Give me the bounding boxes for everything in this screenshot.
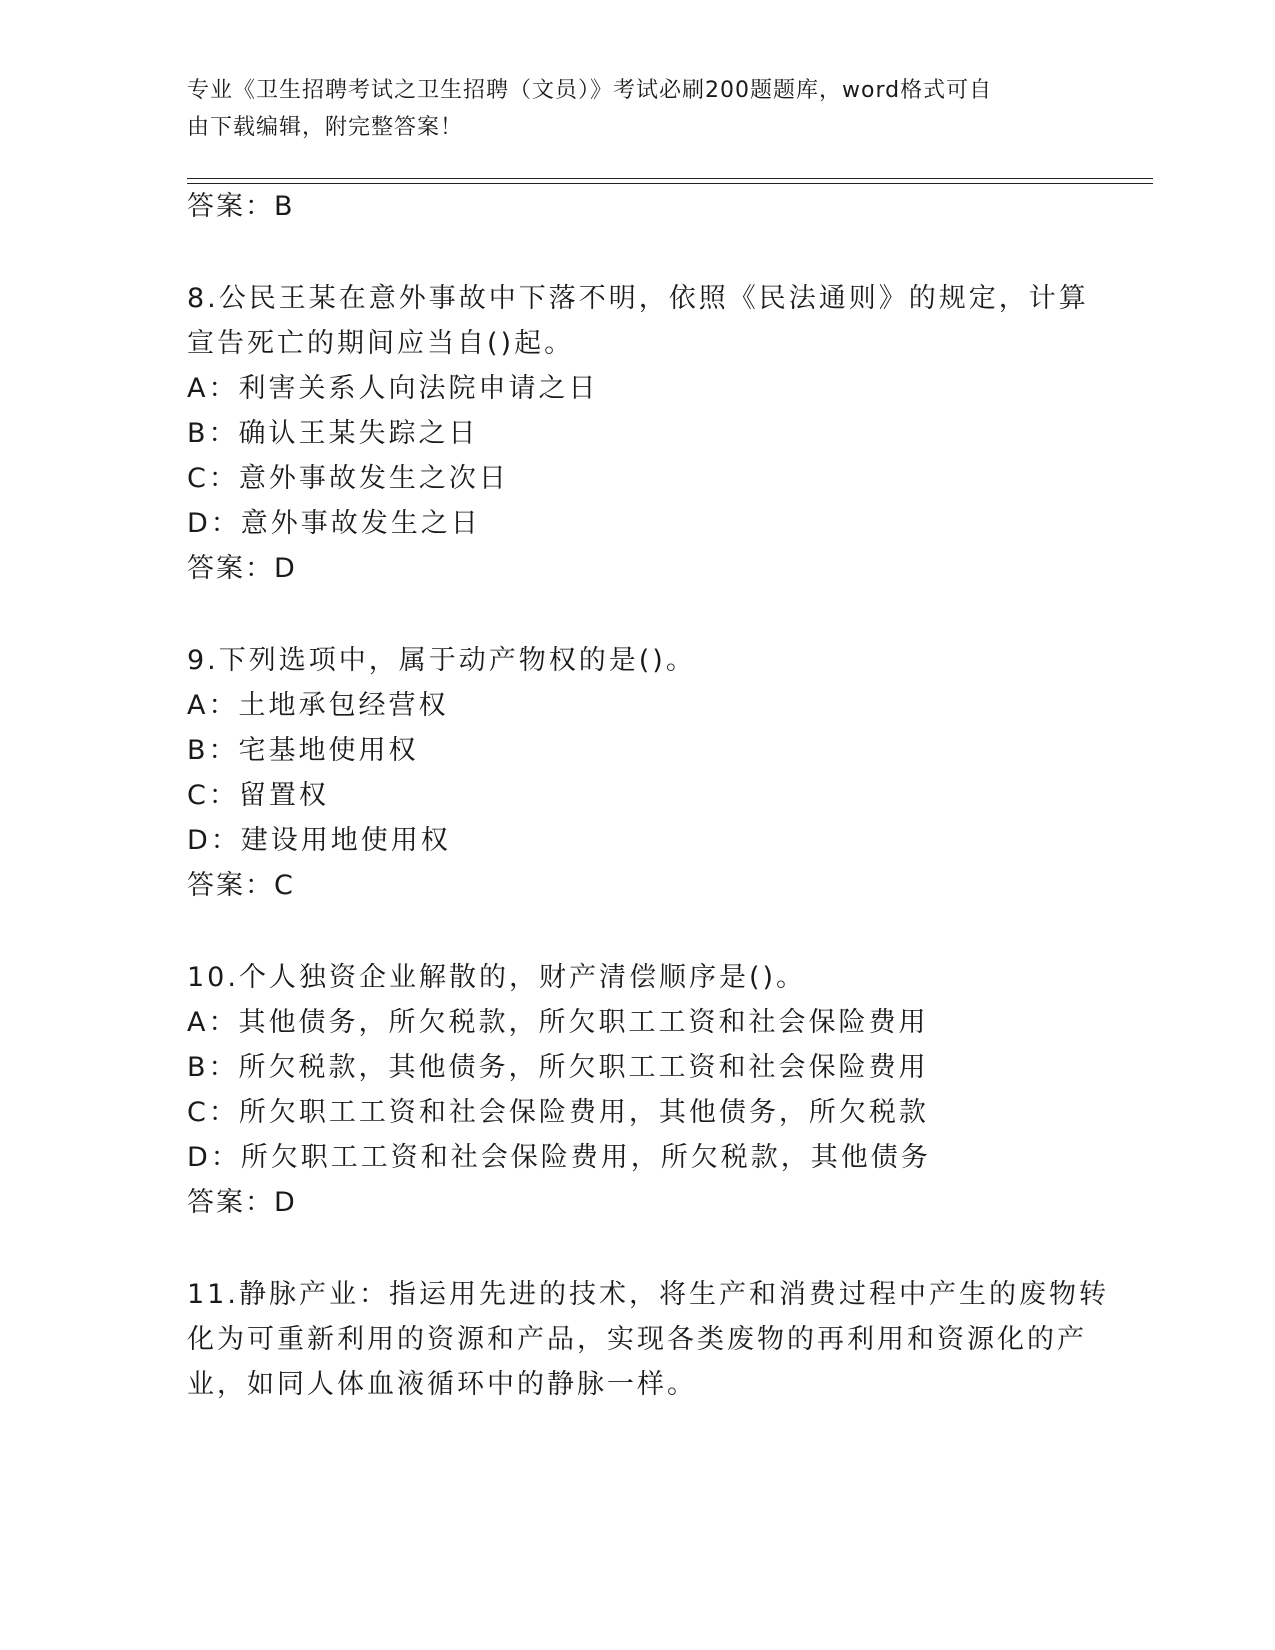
question-9-text-line-1: 9.下列选项中，属于动产物权的是()。 — [187, 645, 696, 676]
question-10-option-d: D：所欠职工工资和社会保险费用，所欠税款，其他债务 — [187, 1142, 931, 1173]
header-divider-top — [187, 178, 1153, 179]
question-8-option-c: C：意外事故发生之次日 — [187, 463, 509, 494]
question-9-answer: 答案：C — [187, 870, 295, 901]
header-line-1: 专业《卫生招聘考试之卫生招聘（文员）》考试必刷200题题库，word格式可自 — [187, 78, 993, 103]
question-10-text-line-1: 10.个人独资企业解散的，财产清偿顺序是()。 — [187, 962, 807, 993]
question-9-option-a: A：土地承包经营权 — [187, 690, 449, 721]
question-8-option-a: A：利害关系人向法院申请之日 — [187, 373, 599, 404]
previous-answer: 答案：B — [187, 191, 295, 222]
question-10-option-a: A：其他债务，所欠税款，所欠职工工资和社会保险费用 — [187, 1007, 929, 1038]
header-divider-bottom — [187, 183, 1153, 184]
document-header — [187, 72, 1067, 146]
header-line-2: 由下载编辑，附完整答案！ — [187, 115, 464, 140]
question-8-text-line-2: 宣告死亡的期间应当自()起。 — [187, 328, 575, 359]
question-8-option-d: D：意外事故发生之日 — [187, 508, 481, 539]
question-8-text-line-1: 8.公民王某在意外事故中下落不明，依照《民法通则》的规定，计算 — [187, 283, 1089, 314]
question-11-text-line-3: 业，如同人体血液循环中的静脉一样。 — [187, 1369, 697, 1400]
question-10-answer: 答案：D — [187, 1187, 297, 1218]
question-10-option-c: C：所欠职工工资和社会保险费用，其他债务，所欠税款 — [187, 1097, 929, 1128]
question-10-option-b: B：所欠税款，其他债务，所欠职工工资和社会保险费用 — [187, 1052, 929, 1083]
question-9-option-b: B：宅基地使用权 — [187, 735, 419, 766]
question-11-text-line-1: 11.静脉产业：指运用先进的技术，将生产和消费过程中产生的废物转 — [187, 1279, 1109, 1310]
question-11-text-line-2: 化为可重新利用的资源和产品，实现各类废物的再利用和资源化的产 — [187, 1324, 1087, 1355]
question-9-option-c: C：留置权 — [187, 780, 329, 811]
question-8-option-b: B：确认王某失踪之日 — [187, 418, 479, 449]
question-9-option-d: D：建设用地使用权 — [187, 825, 451, 856]
question-8-answer: 答案：D — [187, 553, 297, 584]
